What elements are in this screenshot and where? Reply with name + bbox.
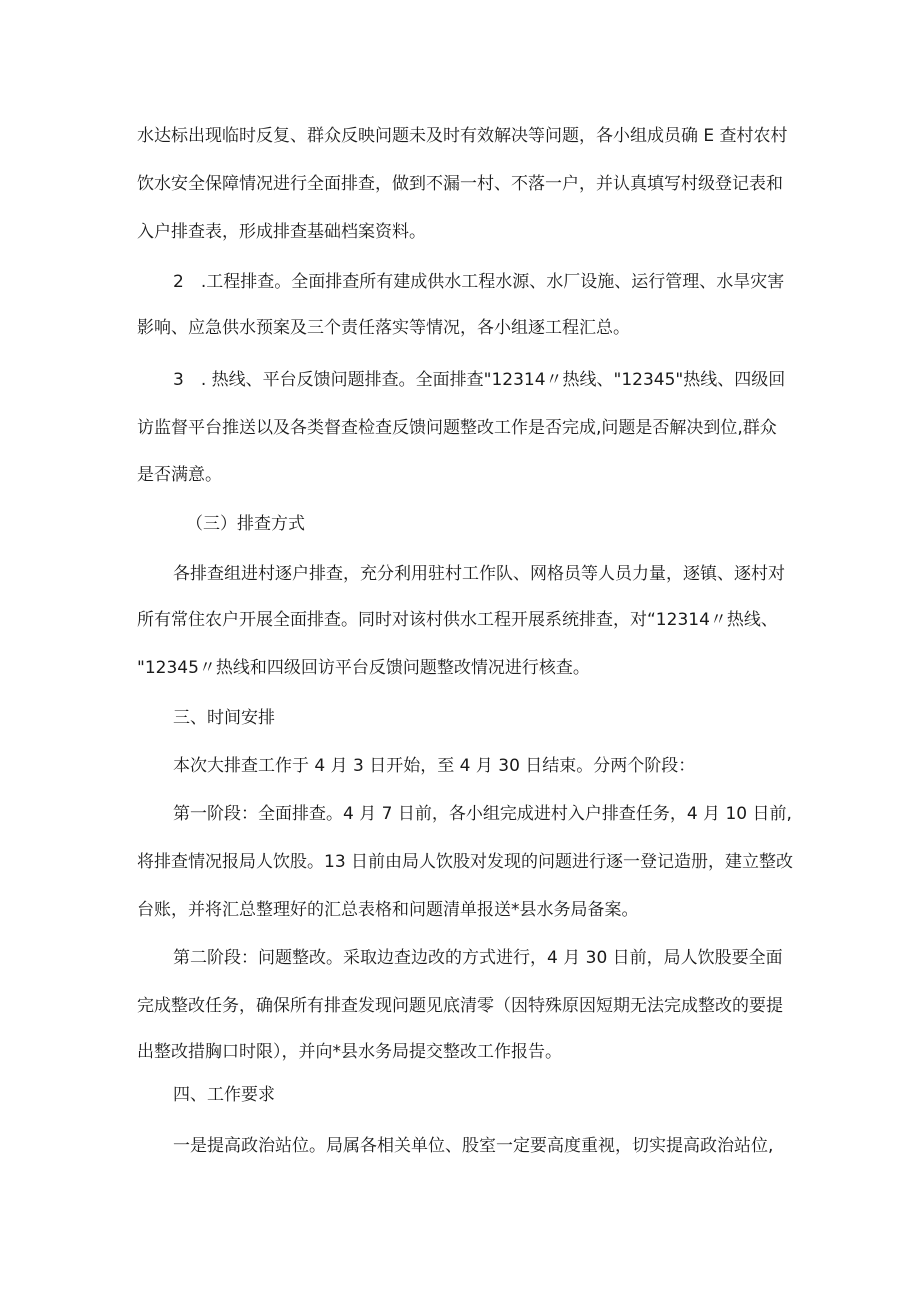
paragraph-line: 第二阶段：问题整改。采取边查边改的方式进行，4 月 30 日前，局人饮股要全面 (173, 948, 783, 968)
paragraph-line: 影响、应急供水预案及三个责任落实等情况，各小组逐工程汇总。 (137, 318, 630, 338)
paragraph-line: 本次大排查工作于 4 月 3 日开始，至 4 月 30 日结束。分两个阶段： (173, 756, 696, 776)
paragraph-line: 2 .工程排查。全面排查所有建成供水工程水源、水厂设施、运行管理、水旱灾害 (173, 272, 785, 292)
paragraph-line: 一是提高政治站位。局属各相关单位、股室一定要高度重视，切实提高政治站位, (173, 1136, 774, 1156)
paragraph-line: 各排查组进村逐户排查，充分利用驻村工作队、网格员等人员力量，逐镇、逐村对 (173, 564, 785, 584)
paragraph-line: 入户排查表，形成排查基础档案资料。 (137, 222, 426, 242)
paragraph-line: 出整改措胸口时限），并向*县水务局提交整改工作报告。 (137, 1042, 562, 1062)
paragraph-line: 水达标出现临时反复、群众反映问题未及时有效解决等问题，各小组成员确 E 查村农村 (137, 126, 788, 146)
section-heading: 三、时间安排 (173, 708, 275, 728)
paragraph-line: 将排查情况报局人饮股。13 日前由局人饮股对发现的问题进行逐一登记造册，建立整改 (137, 852, 794, 872)
paragraph-line: 完成整改任务，确保所有排查发现问题见底清零（因特殊原因短期无法完成整改的要提 (137, 996, 783, 1016)
paragraph-line: 3 . 热线、平台反馈问题排查。全面排查"12314〃热线、"12345"热线、四级回 (173, 370, 786, 390)
section-heading: 四、工作要求 (173, 1085, 275, 1105)
paragraph-line: "12345〃热线和四级回访平台反馈问题整改情况进行核查。 (137, 658, 590, 678)
paragraph-line: 饮水安全保障情况进行全面排查，做到不漏一村、不落一户，并认真填写村级登记表和 (137, 174, 783, 194)
section-heading: （三）排查方式 (186, 514, 305, 534)
paragraph-line: 访监督平台推送以及各类督查检查反馈问题整改工作是否完成,问题是否解决到位,群众 (137, 418, 777, 438)
paragraph-line: 是否满意。 (137, 465, 222, 485)
paragraph-line: 第一阶段：全面排查。4 月 7 日前，各小组完成进村入户排查任务，4 月 10 日前, (173, 804, 792, 824)
paragraph-line: 所有常住农户开展全面排查。同时对该村供水工程开展系统排查，对“12314〃热线、 (137, 610, 778, 630)
paragraph-line: 台账，并将汇总整理好的汇总表格和问题清单报送*县水务局备案。 (137, 900, 639, 920)
